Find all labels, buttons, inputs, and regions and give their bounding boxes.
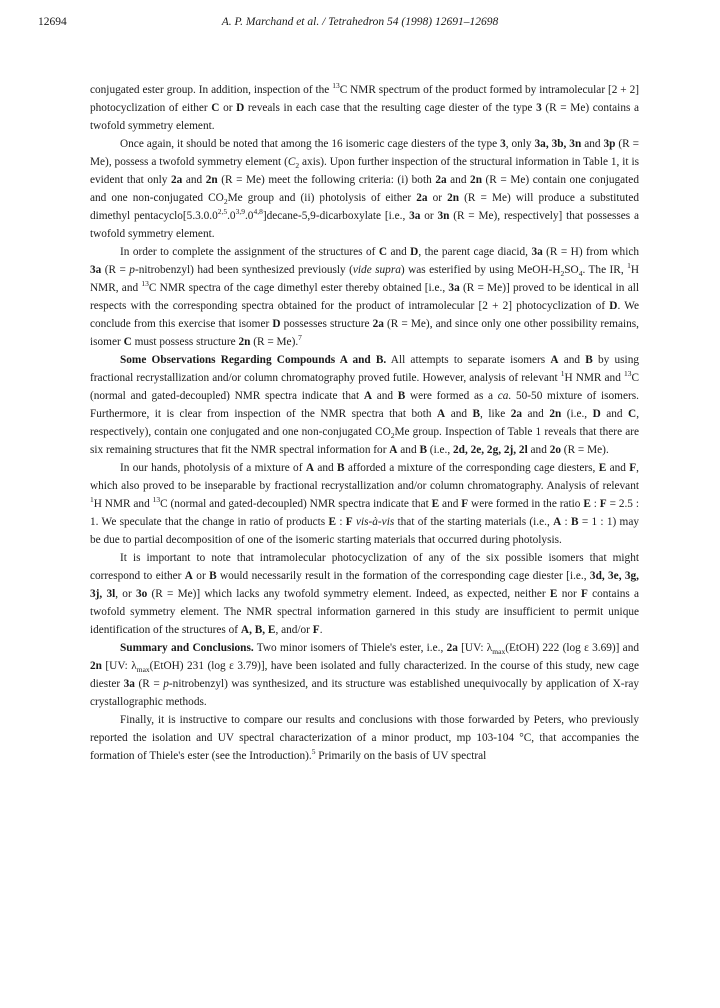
paragraph-2: Once again, it should be noted that among the 16 isomeric cage diesters of the type 3, only 3a, 3b, 3n and 3p (R = Me), possess a twofold symmetry element ($C_2$ axis). Upon further inspection of the structural information in Table 1, it is evident that only 2a and 2n (R = Me) meet the following criteria: (i) both 2a and 2n (R = Me) contain one conjugated and one non-conjugated $CO_2Me$ group and (ii) photolysis of either 2a or 2n (R = Me) will produce a substituted dimethyl pentacyclo[5.3.0.0$^{2,5}$.0$^{3,9}$.0$^{4,8}$]decane-5,9-dicarboxylate [i.e., 3a or 3n (R = Me), respectively] that possesses a twofold symmetry element. <box>90 138 640 240</box>
article-body <box>90 81 639 765</box>
page-header <box>38 16 682 36</box>
paragraph-6: It is important to note that intramolecular photocyclization of any of the six possible isomers that might correspond to either A or B would necessarily result in the formation of the corresponding cage diester [i.e., 3d, 3e, 3g, 3j, 3l, or 3o (R = Me)] which lacks any twofold symmetry element. Indeed, as expected, neither E nor F contains a twofold symmetry element. The NMR spectral information garnered in this study are insufficient to permit unique identification of the structures of A, B, E, and/or F. <box>90 552 639 636</box>
paragraph-1: conjugated ester group. In addition, inspection of the $^{13}$C NMR spectrum of the product formed by intramolecular [2 + 2] photocyclization of either C or D reveals in each case that the resulting cage diester of the type 3 (R = Me) contains a twofold symmetry element. <box>90 81 640 132</box>
paragraph-4: Some Observations Regarding Compounds A and B. All attempts to separate isomers A and B by using fractional recrystallization and/or column chromatography proved futile. However, analysis of relevant $^1$H NMR and $^{13}$C (normal and gated-decoupled) NMR spectra indicate that A and B were formed as a ca. 50-50 mixture of isomers. Furthermore, it is clear from inspection of the NMR spectra that both A and B, like 2a and 2n (i.e., D and C, respectively), contain one conjugated and one non-conjugated $CO_2Me$ group. Inspection of Table 1 reveals that there are six remaining structures that fit the NMR spectral information for A and B (i.e., 2d, 2e, 2g, 2j, 2l and 2o (R = Me). <box>90 354 640 456</box>
page-number: 12694 <box>38 16 67 28</box>
running-title: A. P. Marchand et al. / Tetrahedron 54 (1998) 12691–12698 <box>221 16 499 28</box>
paragraph-3: In order to complete the assignment of the structures of C and D, the parent cage diacid, 3a (R = H) from which 3a (R = p-nitrobenzyl) had been synthesized previously (vide supra) was esterified by using MeOH-$H_2SO_4$. The IR, $^1$H NMR, and $^{13}$C NMR spectra of the cage dimethyl ester thereby obtained [i.e., 3a (R = Me)] proved to be identical in all respects with the corresponding spectra obtained for the product of intramolecular [2 + 2] photocyclization of D. We conclude from this exercise that isomer D possesses structure 2a (R = Me), and since only one other possibility remains, isomer C must possess structure 2n (R = Me).$^7$ <box>90 246 640 348</box>
paragraph-8: Finally, it is instructive to compare our results and conclusions with those forwarded by Peters, who previously reported the isolation and UV spectral characterization of a minor product, mp 103-104 °C, that accompanies the formation of Thiele's ester (see the Introduction).$^5$ Primarily on the basis of UV spectral <box>90 714 639 762</box>
paragraph-7: Summary and Conclusions. Two minor isomers of Thiele's ester, i.e., 2a [UV: $\lambda_{max}(EtOH)$ 222 (log ε 3.69)] and 2n [UV: $\lambda_{max}(EtOH)$ 231 (log ε 3.79)], have been isolated and fully characterized. In the course of this study, new cage diester 3a (R = p-nitrobenzyl) was synthesized, and its structure was established unequivocally by application of X-ray crystallographic methods. <box>90 642 640 708</box>
paragraph-5: In our hands, photolysis of a mixture of A and B afforded a mixture of the corresponding cage diesters, E and F, which also proved to be inseparable by fractional recrystallization and/or column chromatography. Analysis of relevant $^1$H NMR and $^{13}$C (normal and gated-decoupled) NMR spectra indicate that E and F were formed in the ratio E : F = 2.5 : 1. We speculate that the change in ratio of products E : F vis-à-vis that of the starting materials (i.e., A : B = 1 : 1) may be due to partial decomposition of one of the isomeric starting materials that occurred during photolysis. <box>90 462 639 546</box>
